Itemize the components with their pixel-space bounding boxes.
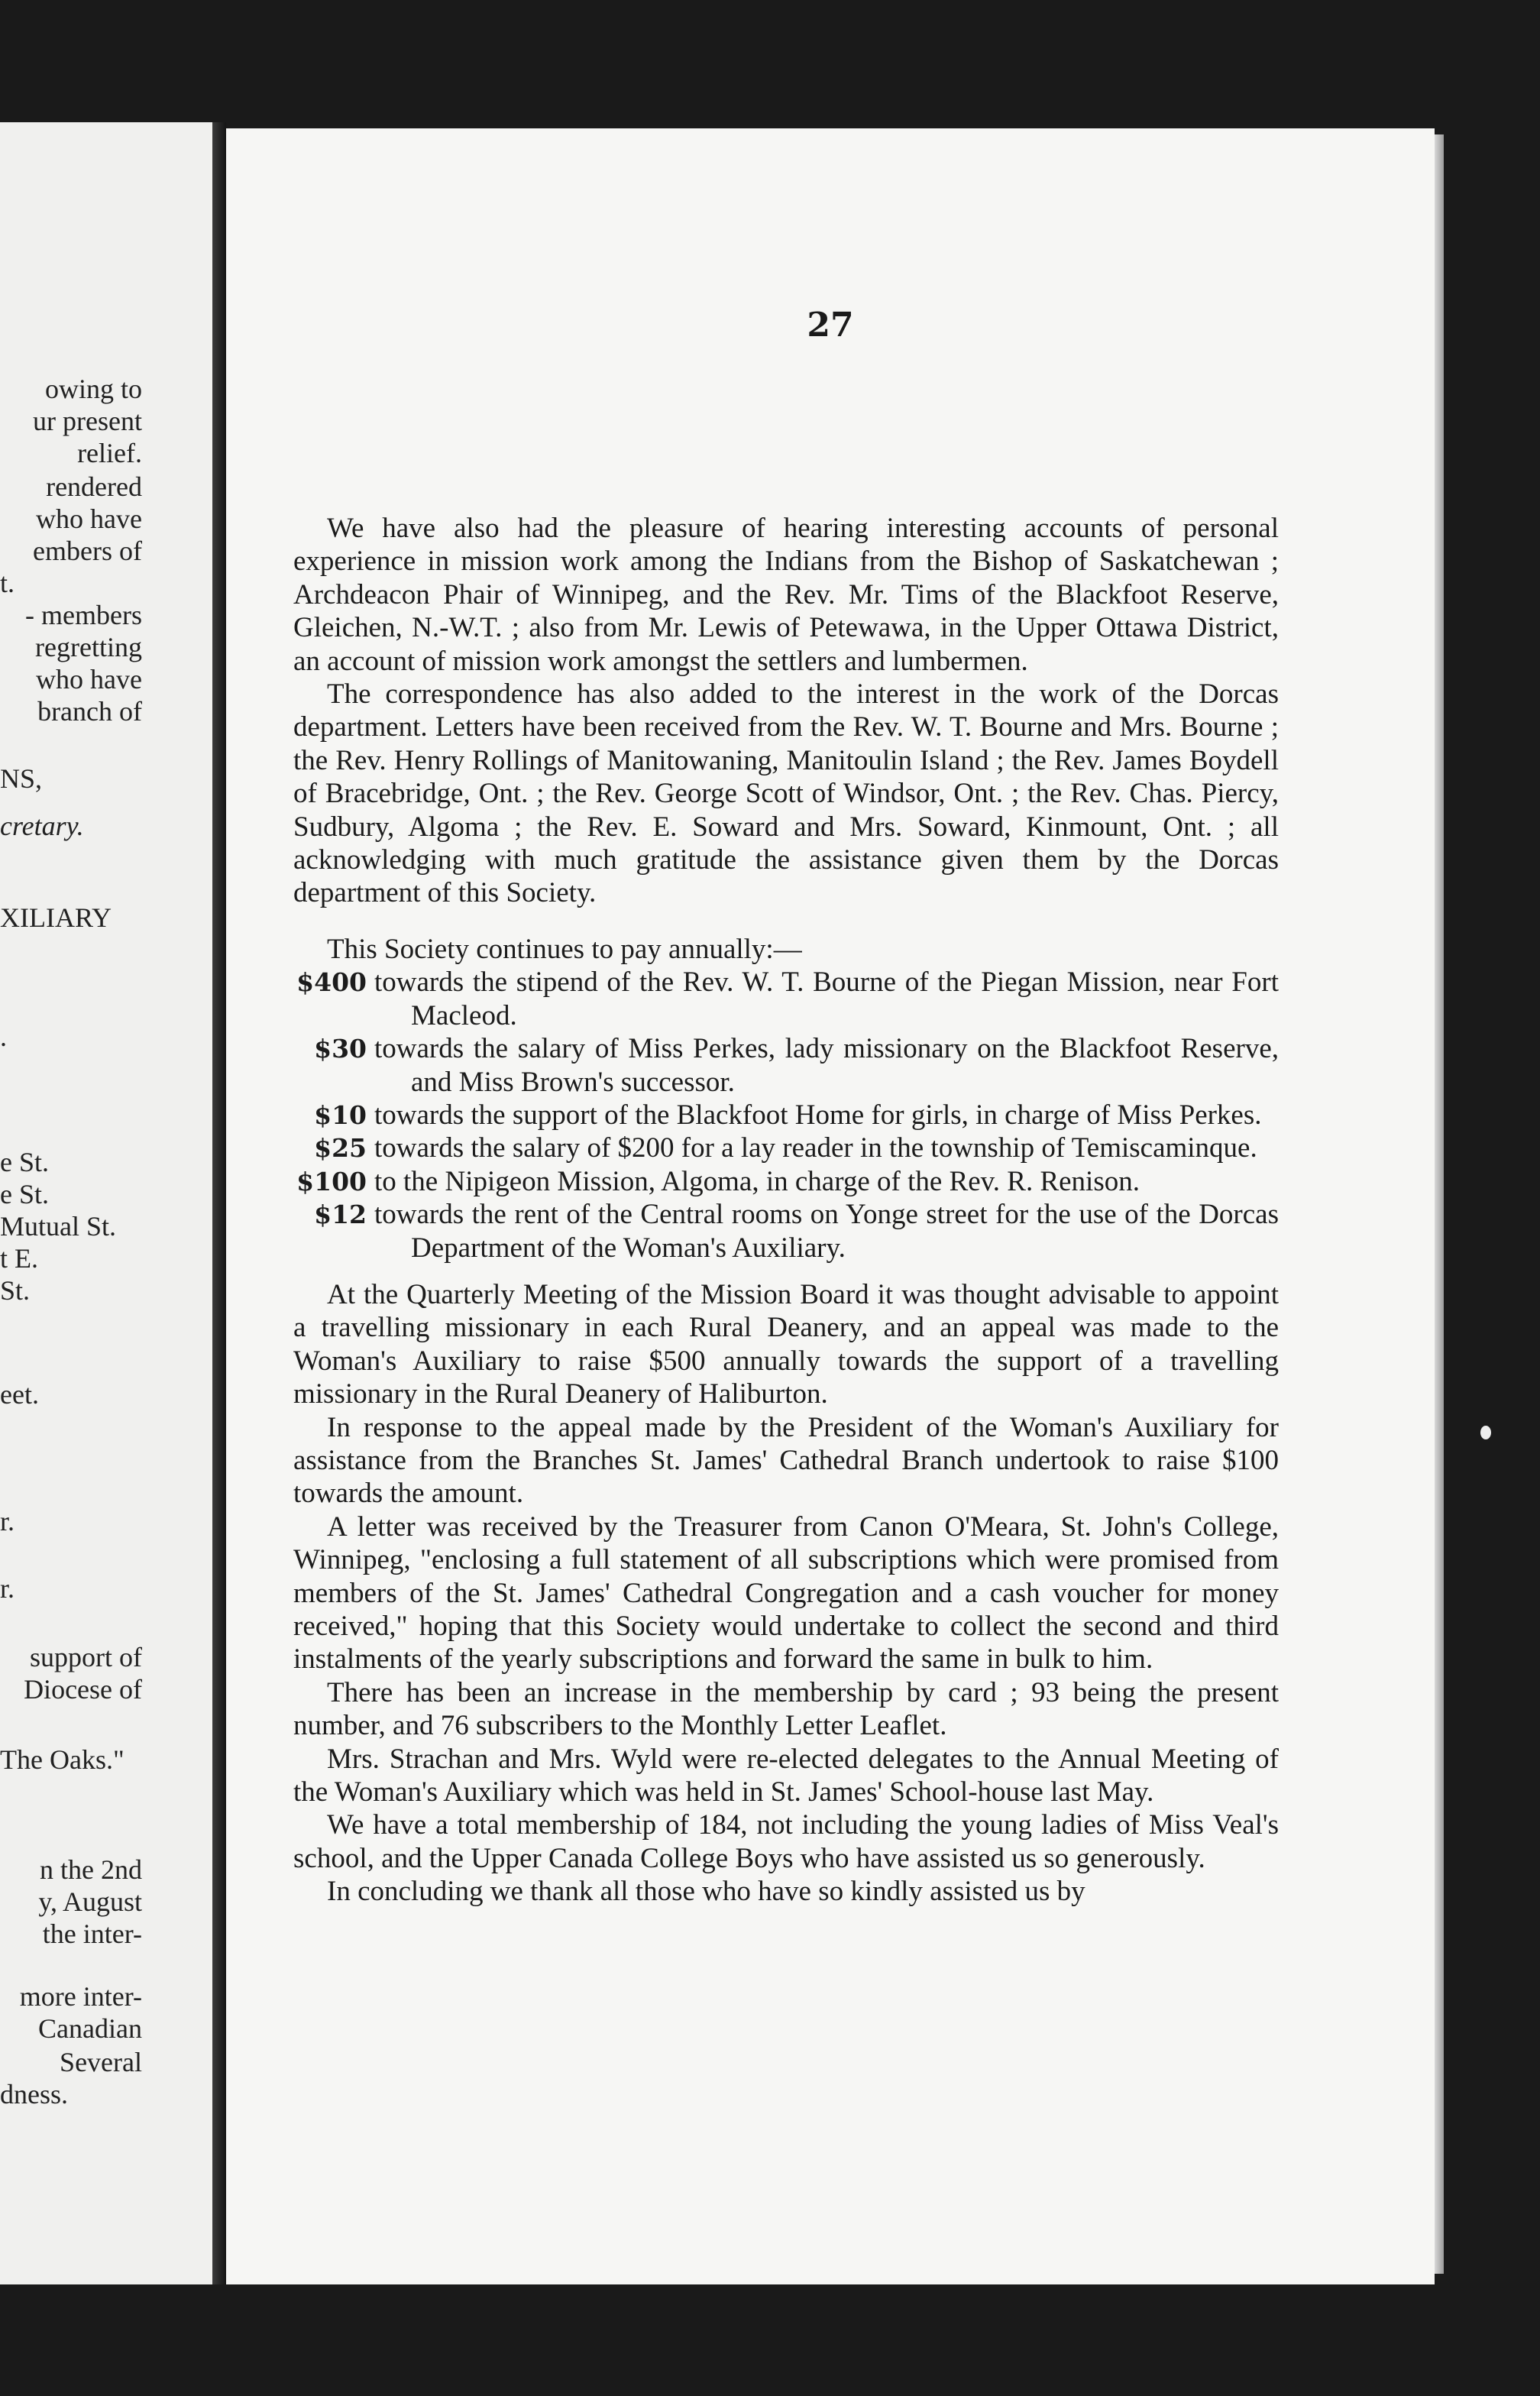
payment-item xyxy=(293,1198,1279,1264)
paragraph: We have also had the pleasure of hearing interesting accounts of personal experience in mission work among the Indians from the Bishop of Saskatchewan ; Archdeacon Phair of Winnipeg, and the Rev. Mr. Tims of the Blackfoot Reserve, Gleichen, N.-W.T. ; also from Mr. Lewis of Petewawa, in the Upper Ottawa District, an account of mission work amongst the settlers and lumbermen. xyxy=(293,513,1279,677)
book-gutter xyxy=(212,122,226,2284)
left-page-line: embers of xyxy=(33,536,142,566)
left-page-line: eet. xyxy=(0,1379,39,1410)
payment-amount: $100 xyxy=(296,1166,367,1196)
left-page-line: . xyxy=(0,1022,7,1052)
left-page-line: r. xyxy=(0,1506,15,1536)
paragraph: Mrs. Strachan and Mrs. Wyld were re-elected delegates to the Annual Meeting of the Woman's Auxiliary which was held in St. James' School-house last May. xyxy=(293,1743,1279,1808)
left-page-line: the inter- xyxy=(42,1918,142,1949)
page-body xyxy=(293,512,1279,1909)
left-page-line: Canadian xyxy=(38,2013,142,2044)
left-page-line: dness. xyxy=(0,2079,68,2109)
left-page-line: e St. xyxy=(0,1147,50,1177)
left-page-line: Mutual St. xyxy=(0,1211,117,1242)
left-page-line: regretting xyxy=(35,632,142,662)
left-page-line: rendered xyxy=(46,471,142,502)
payment-amount: $25 xyxy=(314,1133,367,1164)
left-page-line: branch of xyxy=(37,696,142,727)
left-page-line: e St. xyxy=(0,1179,50,1209)
left-page-line: owing to xyxy=(44,374,142,404)
paragraph: A letter was received by the Treasurer from Canon O'Meara, St. John's College, Winnipeg, "enclosing a full statement of all subscriptions which were promised from members of the St. James' Cathedral Congregation and a cash voucher for money received," hoping that this Society would undertake to collect the second and third instalments of the yearly subscriptions and forward the same in bulk to him. xyxy=(293,1510,1279,1676)
page-number: 27 xyxy=(807,306,854,345)
left-page-line: n the 2nd xyxy=(40,1854,142,1885)
left-page-line: who have xyxy=(36,664,142,695)
left-page-line: more inter- xyxy=(19,1981,142,2012)
left-page-line: Several xyxy=(60,2047,142,2077)
left-page-line: XILIARY xyxy=(0,902,112,933)
left-facing-page xyxy=(0,122,212,2284)
left-page-line: The Oaks." xyxy=(0,1744,125,1775)
left-page-line: t E. xyxy=(0,1243,38,1274)
main-page xyxy=(226,128,1435,2284)
payment-amount: $12 xyxy=(314,1200,367,1230)
left-page-line: support of xyxy=(30,1642,142,1672)
payment-description: towards the support of the Blackfoot Home for girls, in charge of Miss Perkes. xyxy=(374,1099,1262,1131)
left-page-line: ur present xyxy=(33,406,142,436)
payment-item xyxy=(293,1165,1279,1198)
paragraph: The correspondence has also added to the interest in the work of the Dorcas department. Letters have been received from the Rev. W. T. Bourne and Mrs. Bourne ; the Rev. Henry Rollings of Manitowaning, Manitoulin Island ; the Rev. James Boydell of Bracebridge, Ont. ; the Rev. George Scott of Windsor, Ont. ; the Rev. Chas. Piercy, Sudbury, Algoma ; the Rev. E. Soward and Mrs. Soward, Kinmount, Ont. ; all acknowledging with much gratitude the assistance given them by the Dorcas department of this Society. xyxy=(293,678,1279,909)
left-page-line: St. xyxy=(0,1275,31,1306)
payment-description: towards the stipend of the Rev. W. T. Bourne of the Piegan Mission, near Fort Macleod. xyxy=(374,966,1279,1031)
payment-description: towards the salary of Miss Perkes, lady missionary on the Blackfoot Reserve, and Miss Brown's successor. xyxy=(374,1033,1279,1098)
payment-description: to the Nipigeon Mission, Algoma, in charge of the Rev. R. Renison. xyxy=(374,1165,1140,1197)
left-page-line: t. xyxy=(0,568,15,598)
left-page-line: cretary. xyxy=(0,811,84,841)
paragraph: We have a total membership of 184, not including the young ladies of Miss Veal's school, and the Upper Canada College Boys who have assisted us so generously. xyxy=(293,1809,1279,1874)
page-edge xyxy=(1435,134,1444,2274)
payment-amount: $30 xyxy=(314,1034,367,1064)
left-page-line: y, August xyxy=(38,1886,142,1917)
paragraph: At the Quarterly Meeting of the Mission Board it was thought advisable to appoint a travelling missionary in each Rural Deanery, and an appeal was made to the Woman's Auxiliary to raise $500 annually towards the support of a travelling missionary in the Rural Deanery of Haliburton. xyxy=(293,1278,1279,1410)
left-page-line: Diocese of xyxy=(24,1674,142,1705)
paragraph: In response to the appeal made by the President of the Woman's Auxiliary for assistance from the Branches St. James' Cathedral Branch undertook to raise $100 towards the amount. xyxy=(293,1411,1279,1510)
payment-amount: $400 xyxy=(296,967,367,998)
payment-description: towards the salary of $200 for a lay reader in the township of Temiscaminque. xyxy=(374,1132,1257,1164)
payment-amount: $10 xyxy=(314,1099,367,1130)
left-page-line: NS, xyxy=(0,763,43,794)
payments-intro: This Society continues to pay annually:— xyxy=(327,933,802,965)
left-page-line: - members xyxy=(25,600,142,630)
left-page-line: who have xyxy=(36,503,142,534)
payment-item xyxy=(293,966,1279,1032)
paragraph: In concluding we thank all those who have so kindly assisted us by xyxy=(327,1876,1085,1908)
left-page-line: r. xyxy=(0,1573,15,1604)
scan-speck xyxy=(1480,1426,1491,1439)
payments-list xyxy=(293,966,1279,1264)
payment-item xyxy=(293,1032,1279,1099)
payment-item xyxy=(293,1132,1279,1164)
payment-description: towards the rent of the Central rooms on Yonge street for the use of the Dorcas Department of the Woman's Auxiliary. xyxy=(374,1199,1279,1264)
payment-item xyxy=(293,1099,1279,1132)
left-page-line: relief. xyxy=(77,438,142,468)
paragraph: There has been an increase in the membership by card ; 93 being the present number, and 76 subscribers to the Monthly Letter Leaflet. xyxy=(293,1676,1279,1742)
